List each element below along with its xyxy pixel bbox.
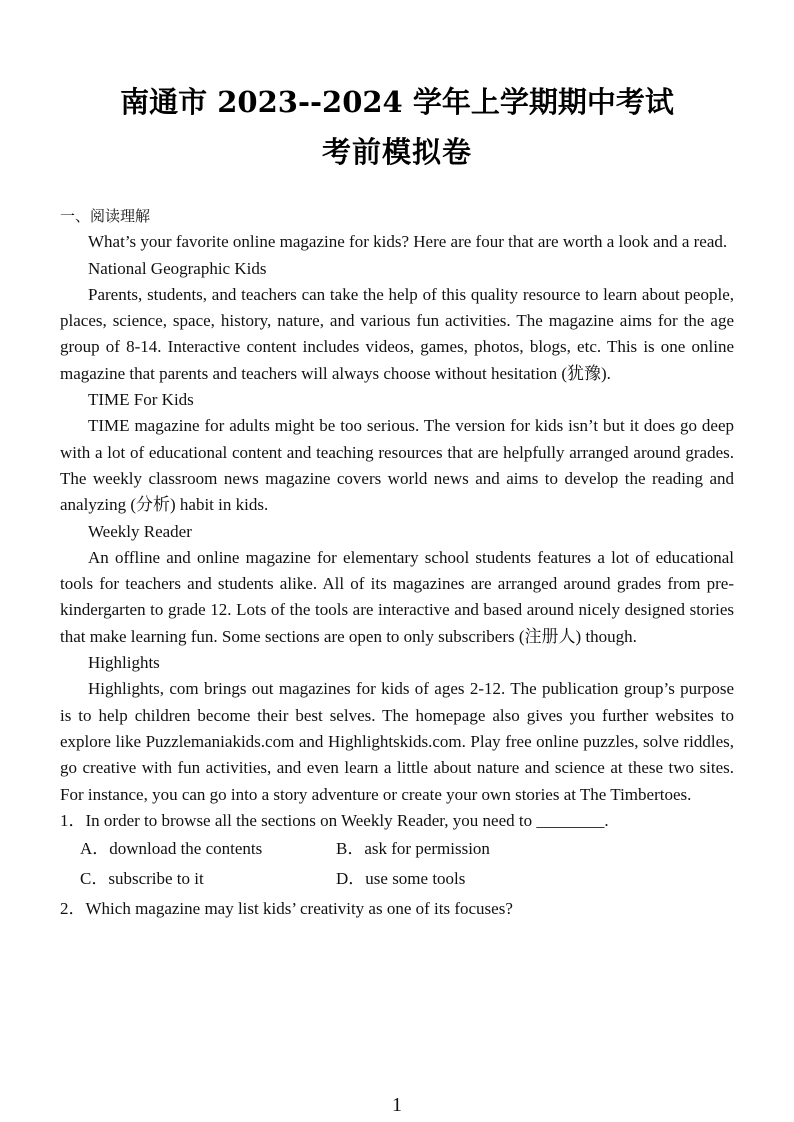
question-text: Which magazine may list kids’ creativity as one of its focuses? [85,899,513,919]
exam-title: 南通市 2023--2024 学年上学期期中考试 [120,85,674,119]
magazine-description: TIME magazine for adults might be too serious. The version for kids isn’t but it does go deep with a lot of educational content and teaching resources that are helpfully arranged around grades. The weekly classroom news magazine covers world news and aims to develop the reading and analyzing (分析) habit in kids. [60,416,734,515]
passage-intro: What’s your favorite online magazine for kids? Here are four that are worth a look and a read. [88,232,728,252]
option-d[interactable]: D．use some tools [336,869,466,889]
magazine-description: Parents, students, and teachers can take the help of this quality resource to learn about people, places, science, space, history, nature, and various fun activities. The magazine aims for the age group of 8-14. Interactive content includes videos, games, photos, blogs, etc. This is one online magazine that parents and teachers will always choose without hesitation (犹豫). [60,284,734,383]
option-b[interactable]: B．ask for permission [336,839,490,859]
page-number: 1 [392,1094,402,1116]
question-2 [60,896,734,922]
question-1 [60,808,734,834]
magazine-name: National Geographic Kids [88,258,267,278]
option-c[interactable]: C．subscribe to it [80,869,204,889]
section-heading: 一、阅读理解 [60,207,151,225]
exam-body [60,203,734,922]
option-a[interactable]: A．download the contents [80,839,263,859]
magazine-name: Weekly Reader [88,521,192,541]
magazine-name: Highlights [88,653,160,673]
magazine-description: An offline and online magazine for elementary school students features a lot of educational tools for teachers and students alike. All of its magazines are arranged around grades from pre-kindergarten to grade 12. Lots of the tools are interactive and based around nicely designed stories that make learning fun. Some sections are open to only subscribers (注册人) though. [60,547,734,646]
question-1-options [60,836,734,896]
exam-subtitle: 考前模拟卷 [321,135,472,169]
magazine-name: TIME For Kids [88,390,194,410]
question-text: In order to browse all the sections on Weekly Reader, you need to ________. [85,810,609,830]
question-number: 1． [60,810,86,830]
question-number: 2． [60,899,86,919]
magazine-description: Highlights, com brings out magazines for kids of ages 2-12. The publication group’s purpose is to help children become their best selves. The homepage also gives you further websites to explore like Puzzlemaniakids.com and Highlightskids.com. Play free online puzzles, solve riddles, go creative with fun activities, and even learn a little about nature and science at these two sites. For instance, you can go into a story adventure or create your own stories at The Timbertoes. [60,679,734,804]
